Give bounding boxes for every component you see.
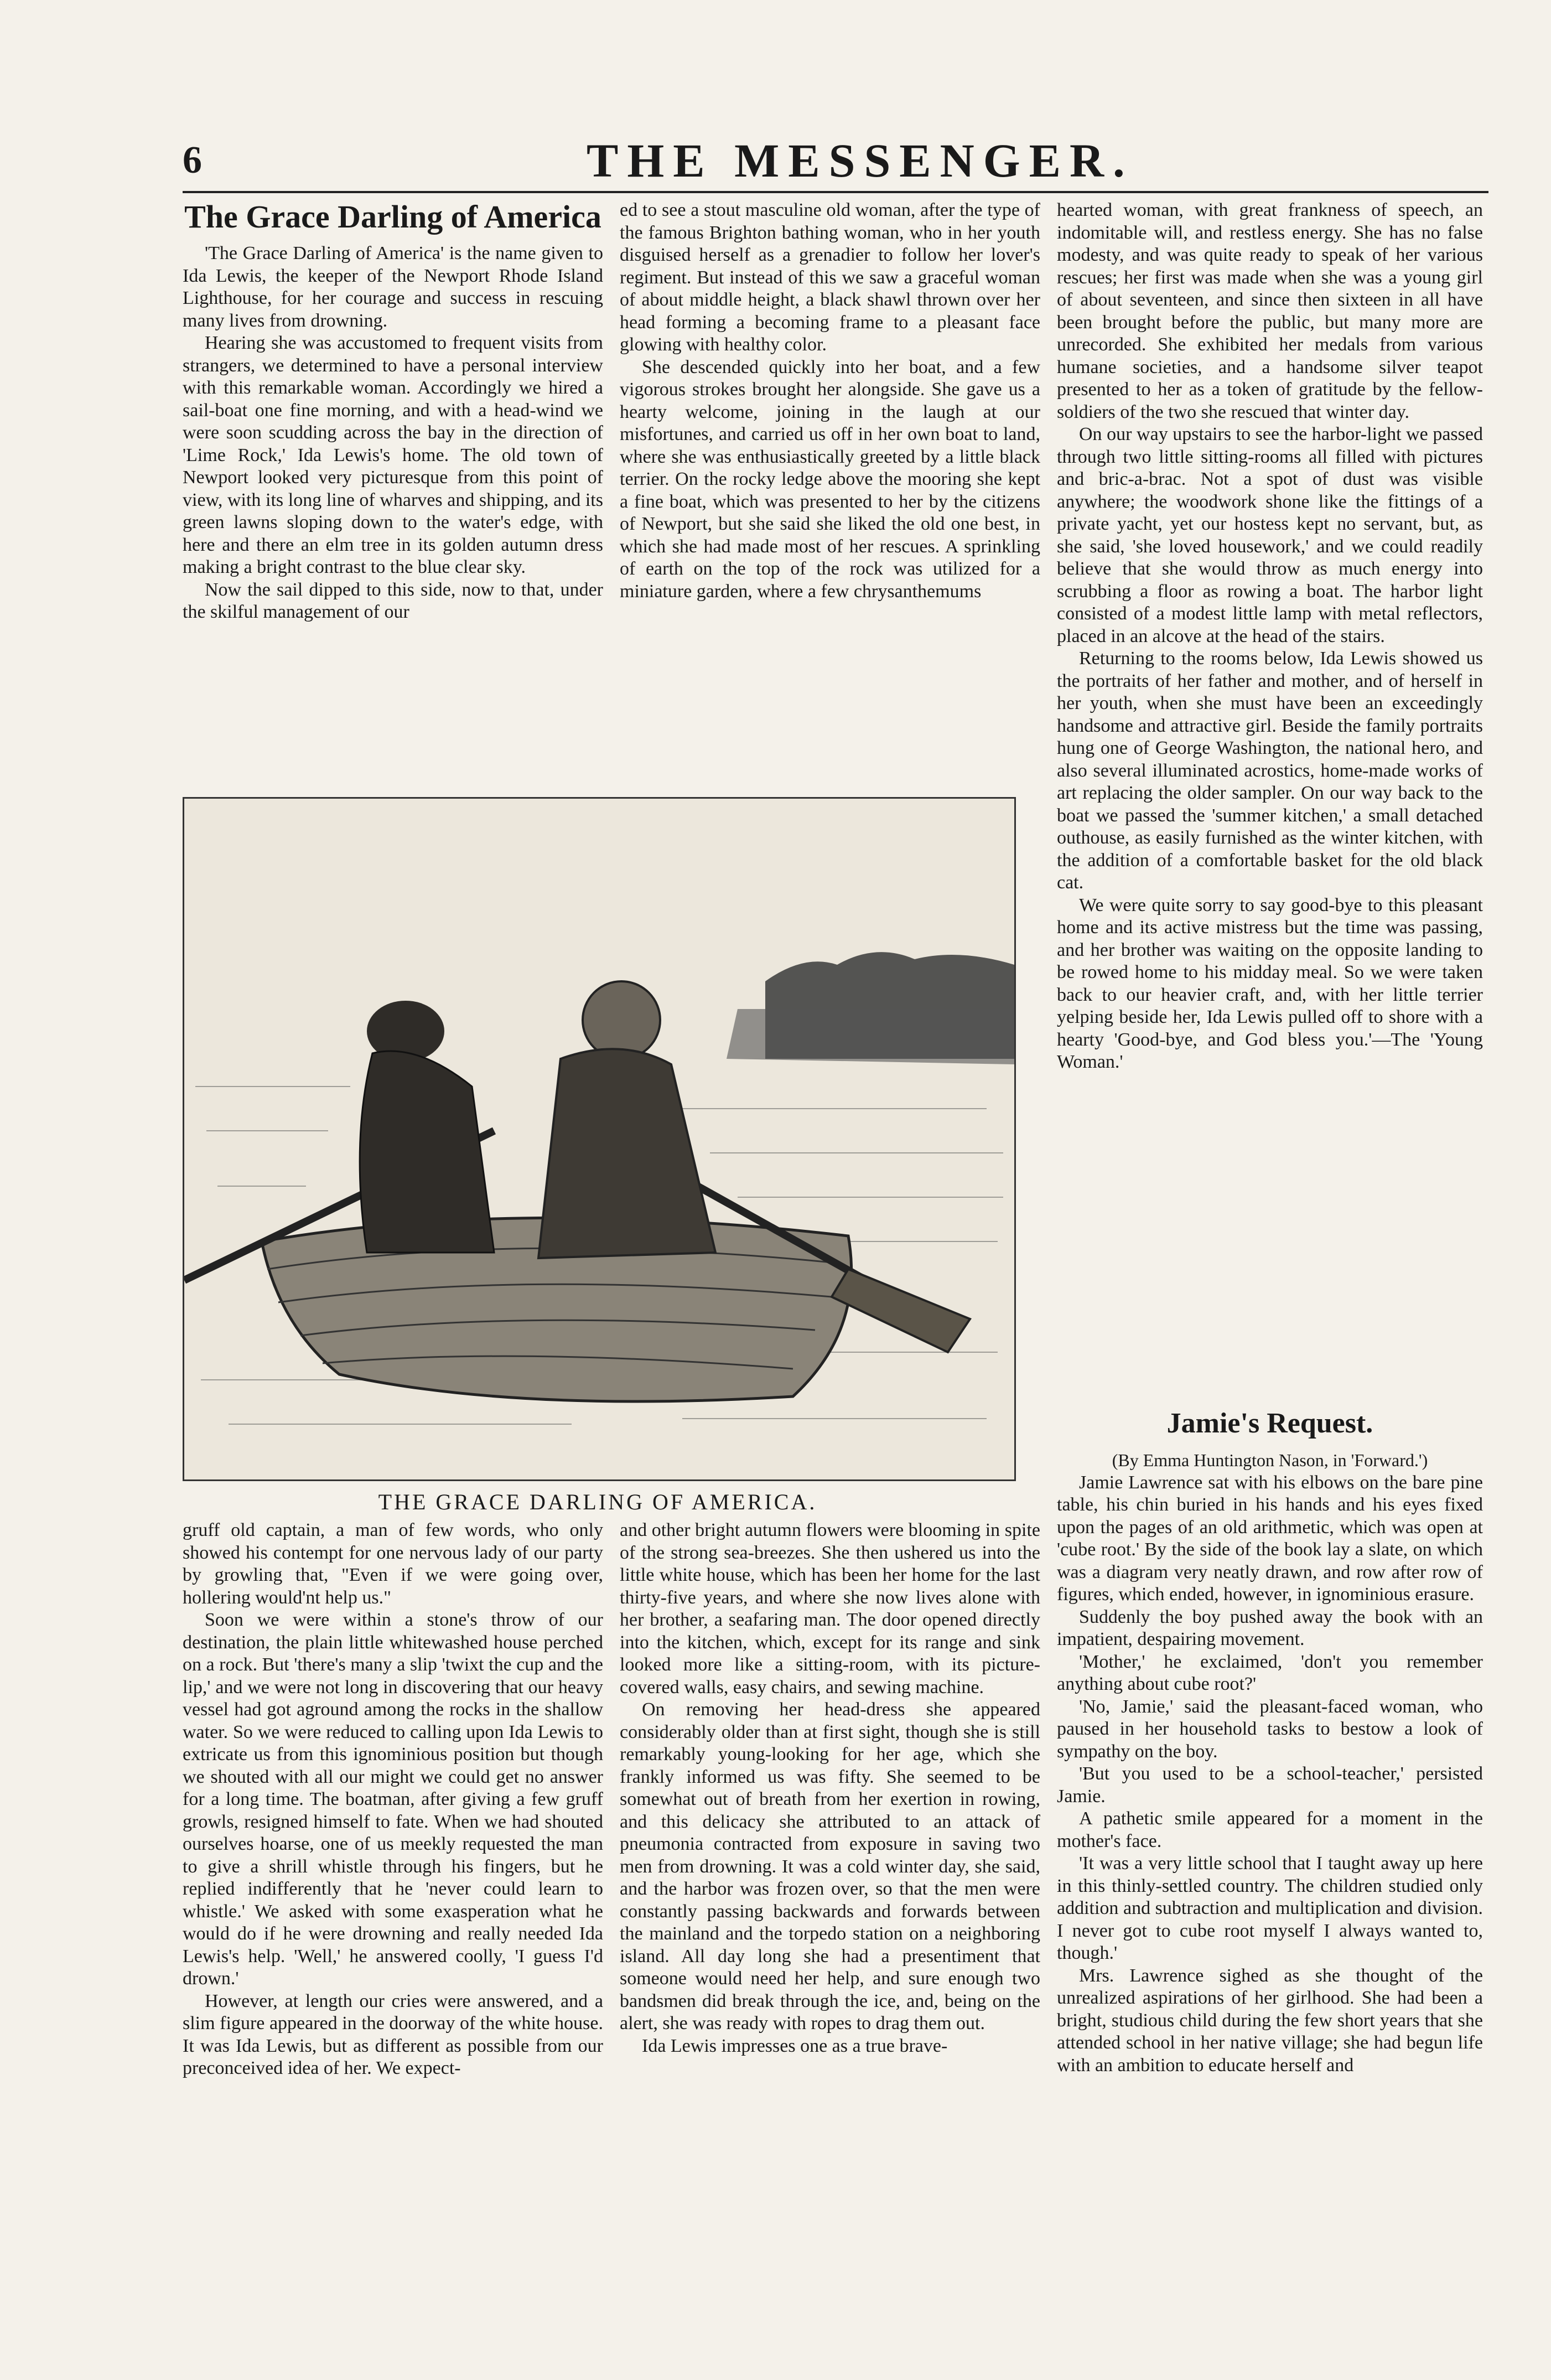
page-number: 6 (183, 139, 202, 182)
paragraph: A pathetic smile appeared for a moment in the mother's face. (1057, 1808, 1483, 1851)
paragraph: ed to see a stout masculine old woman, after the type of the famous Brighton bathing woman, who in her youth disguised herself as a grenadier to follow her lover's regiment. But instead of this we saw a graceful woman of about middle height, a black shawl thrown over her head forming a becoming frame to a pleasant face glowing with healthy color. (620, 200, 1040, 355)
paragraph: 'No, Jamie,' said the pleasant-faced woman, who paused in her household tasks to bestow a look of sympathy on the boy. (1057, 1696, 1483, 1762)
paragraph: We were quite sorry to say good-bye to this pleasant home and its active mistress but the time was passing, and her brother was waiting on the opposite landing to be rowed home to his midday meal. So we were taken back to our heavier craft, and, with her little terrier yelping beside her, Ida Lewis pulled off to shore with a hearty 'Good-bye, and God bless you.'—The 'Young Woman.' (1057, 894, 1483, 1072)
paragraph: Now the sail dipped to this side, now to that, under the skilful management of our (183, 579, 603, 622)
paragraph: Suddenly the boy pushed away the book with an impatient, despairing movement. (1057, 1606, 1483, 1649)
article1-column-3 (1057, 199, 1483, 1389)
paragraph: However, at length our cries were answered, and a slim figure appeared in the doorway of the white house. It was Ida Lewis, but as different as possible from our preconceived idea of her. We expect- (183, 1990, 603, 2078)
paragraph: She descended quickly into her boat, and a few vigorous strokes brought her alongside. She gave us a hearty welcome, joining in the laugh at our misfortunes, and carried us off in her own boat to land, where she was enthusiastically greeted by a little black terrier. On the rocky ledge above the mooring she kept a fine boat, which was presented to her by the citizens of Newport, but she said she liked the old one best, in which she had made most of her rescues. A sprinkling of earth on the top of the rock was utilized for a miniature garden, where a few chrysanthemums (620, 356, 1040, 602)
paragraph: and other bright autumn flowers were blooming in spite of the strong sea-breezes. She then ushered us into the little white house, which has been her home for the last thirty-five years, and where she now lives alone with her brother, a seafaring man. The door opened directly into the kitchen, which, except for its range and sink looked more like a sitting-room, with its picture-covered walls, easy chairs, and sewing machine. (620, 1520, 1040, 1698)
article1-column-1-continued (183, 1519, 603, 2369)
article2-headline: Jamie's Request. (1166, 1408, 1373, 1439)
rowboat-engraving (184, 799, 1014, 1479)
masthead-rule (183, 191, 1488, 193)
paragraph: Soon we were within a stone's throw of our destination, the plain little whitewashed house perched on a rock. But 'there's many a slip 'twixt the cup and the lip,' and we were not long in discovering that our heavy vessel had got aground among the rocks in the shallow water. So we were reduced to calling upon Ida Lewis to extricate us from this ignominious position but though we shouted with all our might we could get no answer for a long time. The boatman, after giving a few gruff growls, resigned himself to fate. When we had shouted ourselves hoarse, one of us meekly requested the man to give a shrill whistle through his fingers, but he replied indifferently that he 'never could learn to whistle.' We asked with some exasperation what he would do if he were drowning and really needed Ida Lewis's help. 'Well,' he answered coolly, 'I guess I'd drown.' (183, 1610, 603, 1989)
paragraph: Mrs. Lawrence sighed as she thought of the unrealized aspirations of her girlhood. She had been a bright, studious child during the few short years that she attended school in her native village; she had begun life with an ambition to educate herself and (1057, 1965, 1483, 2076)
article1-headline: The Grace Darling of America (184, 199, 601, 235)
paragraph: On our way upstairs to see the harbor-light we passed through two little sitting-rooms all filled with pictures and bric-a-brac. Not a spot of dust was visible anywhere; the woodwork shone like the fittings of a private yacht, yet our hostess kept no servant, but, as she said, 'she loved housework,' and we could readily believe that she would throw as much energy into scrubbing a floor as rowing a boat. The harbor light consisted of a modest little lamp with metal reflectors, placed in an alcove at the head of the stairs. (1057, 424, 1483, 646)
figure-caption: THE GRACE DARLING OF AMERICA. (378, 1489, 817, 1514)
paragraph: Jamie Lawrence sat with his elbows on the bare pine table, his chin buried in his hands and his eyes fixed upon the pages of an old arithmetic, which was open at 'cube root.' By the side of the book lay a slate, on which was a diagram very neatly drawn, and row after row of figures, which ended, however, in ignominious erasure. (1057, 1472, 1483, 1605)
paragraph: 'The Grace Darling of America' is the name given to Ida Lewis, the keeper of the Newport Rhode Island Lighthouse, for her courage and success in rescuing many lives from drowning. (183, 243, 603, 331)
illustration-rowboat (183, 797, 1016, 1481)
masthead-title: THE MESSENGER. (587, 134, 1134, 187)
paragraph: 'But you used to be a school-teacher,' persisted Jamie. (1057, 1763, 1483, 1807)
paragraph: Returning to the rooms below, Ida Lewis showed us the portraits of her father and mother, and of herself in her youth, when she must have been an exceedingly handsome and attractive girl. Beside the family portraits hung one of George Washington, the national hero, and also several illuminated acrostics, home-made works of art replacing the older sampler. On our way back to the boat we passed the 'summer kitchen,' a small detached outhouse, as easily furnished as the winter kitchen, with the addition of a comfortable basket for the old black cat. (1057, 648, 1483, 893)
paragraph: gruff old captain, a man of few words, who only showed his contempt for one nervous lady of our party by growling that, "Even if we were going over, hollering would'nt help us." (183, 1520, 603, 1608)
article1-column-2-continued (620, 1519, 1040, 2369)
paragraph: Ida Lewis impresses one as a true brave- (642, 2035, 948, 2056)
paragraph: hearted woman, with great frankness of speech, an indomitable will, and restless energy. She has no false modesty, and was quite ready to speak of her various rescues; her first was made when she was a young girl of about seventeen, and since then sixteen in all have been brought before the public, but many more are unrecorded. She exhibited her medals from various humane societies, and a handsome silver teapot presented to her as a token of gratitude by the fellow-soldiers of the two she rescued that winter day. (1057, 200, 1483, 422)
article1-column-1 (183, 199, 603, 786)
article1-column-2 (620, 199, 1040, 786)
paragraph: On removing her head-dress she appeared considerably older than at first sight, though she is still remarkably young-looking for her age, which she frankly informed us was fifty. She seemed to be somewhat out of breath from her exertion in rowing, and this delicacy she attributed to an attack of pneumonia contracted from exposure in saving two men from drowning. It was a cold winter day, she said, and the harbor was frozen over, so that the men were constantly passing backwards and forwards between the mainland and the torpedo station on a neighboring island. All day long she had a presentiment that someone would need her help, and sure enough two bandsmen did break through the ice, and, being on the alert, she was ready with ropes to drag them out. (620, 1699, 1040, 2034)
paragraph: 'Mother,' he exclaimed, 'don't you remember anything about cube root?' (1057, 1651, 1483, 1694)
paragraph: Hearing she was accustomed to frequent visits from strangers, we determined to have a personal interview with this remarkable woman. Accordingly we hired a sail-boat one fine morning, and with a head-wind we were soon scudding across the bay in the direction of 'Lime Rock,' Ida Lewis's home. The old town of Newport looked very picturesque from this point of view, with its long line of wharves and shipping, and its green lawns sloping down to the water's edge, with here and there an elm tree in its golden autumn dress making a bright contrast to the blue clear sky. (183, 333, 603, 577)
article2-column (1057, 1406, 1483, 2369)
paragraph: 'It was a very little school that I taught away up here in this thinly-settled country. The children studied only addition and subtraction and multiplication and division. I never got to cube root myself I always wanted to, though.' (1057, 1853, 1483, 1963)
article2-byline: (By Emma Huntington Nason, in 'Forward.') (1112, 1450, 1428, 1470)
